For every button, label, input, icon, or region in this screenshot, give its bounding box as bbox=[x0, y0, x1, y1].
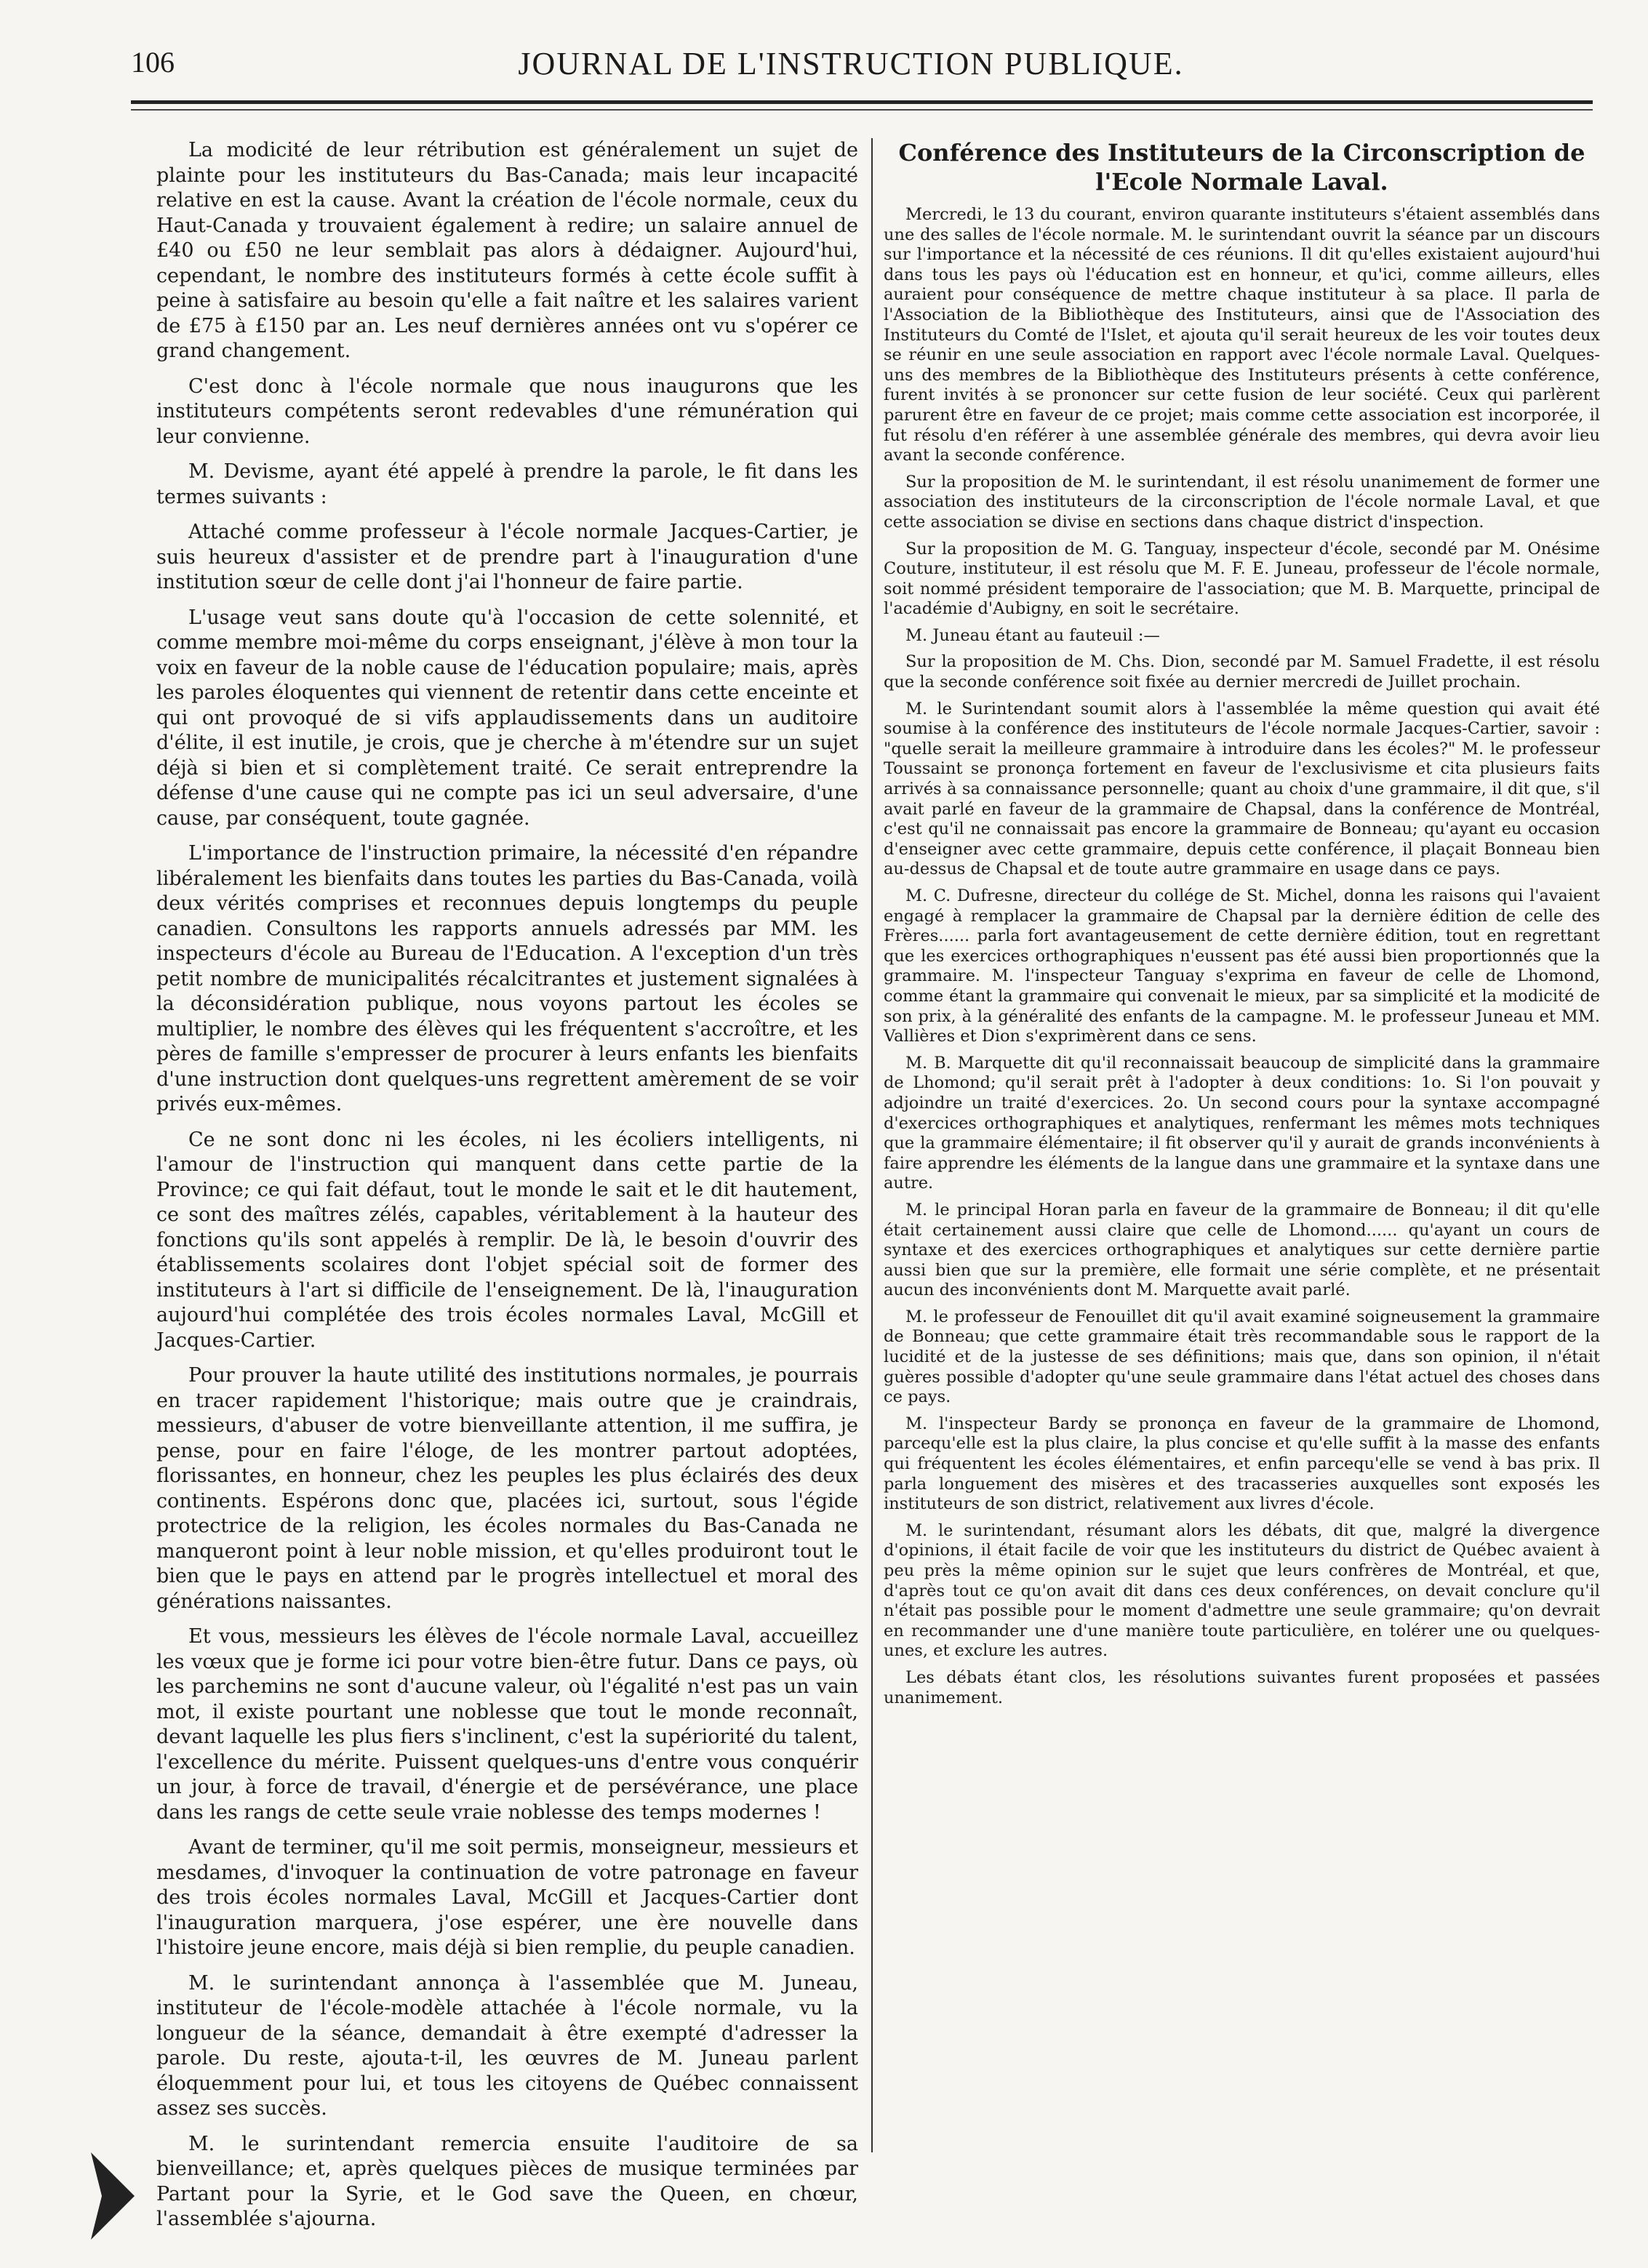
header-rule-thin bbox=[131, 109, 1593, 111]
right-paragraph-12: M. le surintendant, résumant alors les débats, dit que, malgré la divergence d'opinions, il était facile de voir que les instituteurs du district de Québec avaient à peu près la même opinion sur le sujet que leurs confrères de Montréal, et que, d'après tout ce qu'on avait dit dans ces deux conférences, on devait conclure qu'il n'était pas possible pour le moment d'admettre une seule grammaire; qu'on devrait en recommander une d'une manière toute particulière, en tolérer une ou quelques-unes, et exclure les autres. bbox=[884, 1520, 1600, 1661]
right-paragraph-9: M. le principal Horan parla en faveur de la grammaire de Bonneau; il dit qu'elle était certainement aussi claire que celle de Lhomond...... qu'ayant un cours de syntaxe et des exercices orthographiques et analytiques sur cette dernière partie aussi bien que sur la première, elle formait une série complète, et ne présentait aucun des inconvénients dont M. Marquette avait parlé. bbox=[884, 1200, 1600, 1300]
left-paragraph-1: La modicité de leur rétribution est généralement un sujet de plainte pour les instituteurs du Bas-Canada; mais leur incapacité relative en est la cause. Avant la création de l'école normale, ceux du Haut-Canada y trouvaient également à redire; un salaire annuel de £40 ou £50 ne leur semblait pas alors à dédaigner. Aujourd'hui, cependant, le nombre des instituteurs formés à cette école suffit à peine à satisfaire au besoin qu'elle a fait naître et les salaires varient de £75 à £150 par an. Les neuf dernières années ont vu s'opérer ce grand changement. bbox=[156, 139, 858, 362]
left-paragraph-8: Pour prouver la haute utilité des institutions normales, je pourrais en tracer rapidement l'historique; mais outre que je craindrais, messieurs, d'abuser de votre bienveillante attention, il me suffira, je pense, pour en faire l'éloge, de les montrer partout adoptées, florissantes, en honneur, chez les peuples les plus éclairés des deux continents. Espérons donc que, placées ici, surtout, sous l'égide protectrice de la religion, les écoles normales du Bas-Canada ne manqueront point à leur noble mission, et qu'elles produiront tout le bien que le pays en attend par le progrès intellectuel et moral des générations naissantes. bbox=[156, 1364, 858, 1613]
left-paragraph-11: M. le surintendant annonça à l'assemblée que M. Juneau, instituteur de l'école-modèle attachée à l'école normale, vu la longueur de la séance, demandait à être exempté d'adresser la parole. Du reste, ajouta-t-il, les œuvres de M. Juneau parlent éloquemment pour lui, et tous les citoyens de Québec connaissent assez ses succès. bbox=[156, 1971, 858, 2120]
right-paragraph-7: M. C. Dufresne, directeur du collége de St. Michel, donna les raisons qui l'avaient engagé à remplacer la grammaire de Chapsal par la dernière édition de celle des Frères...... parla fort avantageusement de cette dernière édition, tout en regrettant que les exercices orthographiques n'eussent pas été aussi bien proportionnés que la grammaire. M. l'inspecteur Tanguay s'exprima en faveur de celle de Lhomond, comme étant la grammaire qui convenait le mieux, par sa simplicité et la modicité de son prix, à la généralité des enfants de la campagne. M. le professeur Juneau et MM. Vallières et Dion s'exprimèrent dans ce sens. bbox=[884, 886, 1600, 1046]
left-paragraph-3: M. Devisme, ayant été appelé à prendre la parole, le fit dans les termes suivants : bbox=[156, 460, 858, 508]
right-paragraph-4: M. Juneau étant au fauteuil :— bbox=[905, 625, 1160, 645]
left-paragraph-9: Et vous, messieurs les élèves de l'école normale Laval, accueillez les vœux que je forme ici pour votre bien-être futur. Dans ce pays, où les parchemins ne sont d'aucune valeur, où l'égalité n'est pas un vain mot, il existe pourtant une noblesse que tout le monde reconnaît, devant laquelle les plus fiers s'inclinent, c'est la supériorité du talent, l'excellence du mérite. Puissent quelques-uns d'entre vous conquérir un jour, à force de travail, d'énergie et de persévérance, une place dans les rangs de cette seule vraie noblesse des temps modernes ! bbox=[156, 1625, 858, 1824]
left-paragraph-5: L'usage veut sans doute qu'à l'occasion de cette solennité, et comme membre moi-même du corps enseignant, j'élève à mon tour la voix en faveur de la noble cause de l'éducation populaire; mais, après les paroles éloquentes qui viennent de retentir dans cette enceinte et qui ont provoqué de si vifs applaudissements dans un auditoire d'élite, il est inutile, je crois, que je cherche à m'étendre sur un sujet déjà si bien et si complètement traité. Ce serait entreprendre la défense d'une cause qui ne compte pas ici un seul adversaire, d'une cause, par conséquent, toute gagnée. bbox=[156, 606, 858, 830]
header-rule-thick bbox=[131, 100, 1593, 104]
left-paragraph-6: L'importance de l'instruction primaire, la nécessité d'en répandre libéralement les bienfaits dans toutes les parties du Bas-Canada, voilà deux vérités comprises et reconnues depuis longtemps du peuple canadien. Consultons les rapports annuels adressés par MM. les inspecteurs d'école au Bureau de l'Education. A l'exception d'un très petit nombre de municipalités récalcitrantes et justement signalées à la déconsidération publique, nous voyons partout les écoles se multiplier, le nombre des élèves qui les fréquentent s'accroître, et les pères de famille s'empresser de procurer à leurs enfants les bienfaits d'une instruction dont quelques-uns regrettent amèrement de se voir privés eux-mêmes. bbox=[156, 842, 858, 1115]
page-number: 106 bbox=[131, 46, 175, 79]
right-paragraph-5: Sur la proposition de M. Chs. Dion, secondé par M. Samuel Fradette, il est résolu que la seconde conférence soit fixée au dernier mercredi de Juillet prochain. bbox=[884, 652, 1600, 692]
right-paragraph-8: M. B. Marquette dit qu'il reconnaissait beaucoup de simplicité dans la grammaire de Lhomond; qu'il serait prêt à l'adopter à deux conditions: 1o. Si l'on pouvait y adjoindre un traité d'exercices. 2o. Un second cours pour la syntaxe accompagné d'exercices orthographiques et analytiques, renfermant les mêmes mots techniques que la grammaire élémentaire; il fit observer qu'il y aurait de grands inconvénients à faire apprendre les éléments de la langue dans une grammaire et la syntaxe dans une autre. bbox=[884, 1053, 1600, 1193]
left-paragraph-2: C'est donc à l'école normale que nous inaugurons que les instituteurs compétents seront redevables d'une rémunération qui leur convienne. bbox=[156, 374, 858, 448]
right-paragraph-6: M. le Surintendant soumit alors à l'assemblée la même question qui avait été soumise à la conférence des instituteurs de l'école normale Jacques-Cartier, savoir : "quelle serait la meilleure grammaire à introduire dans les écoles?" M. le professeur Toussaint se prononça fortement en faveur de l'exclusivisme et cita plusieurs faits arrivés à sa connaissance personnelle; quant au choix d'une grammaire, il dit que, s'il avait parlé en faveur de la grammaire de Chapsal, dans la conférence de Montréal, c'est qu'il ne connaissait pas encore la grammaire de Bonneau; qu'ayant eu occasion d'enseigner avec cette grammaire, depuis cette conférence, il plaçait Bonneau bien au-dessus de Chapsal et de toute autre grammaire en usage dans ce pays. bbox=[884, 699, 1600, 879]
right-paragraph-11: M. l'inspecteur Bardy se prononça en faveur de la grammaire de Lhomond, parcequ'elle est la plus claire, la plus concise et qu'elle suffit à la masse des enfants qui fréquentent les écoles élémentaires, et enfin parcequ'elle se vend à bas prix. Il parla longuement des misères et des tracasseries auxquelles sont exposés les instituteurs de son district, relativement aux livres d'école. bbox=[884, 1414, 1600, 1514]
column-divider bbox=[871, 138, 873, 2152]
left-paragraph-4: Attaché comme professeur à l'école normale Jacques-Cartier, je suis heureux d'assister et de prendre part à l'inauguration d'une institution sœur de celle dont j'ai l'honneur de faire partie. bbox=[156, 521, 858, 593]
left-column bbox=[156, 138, 858, 2230]
left-paragraph-7: Ce ne sont donc ni les écoles, ni les écoliers intelligents, ni l'amour de l'instruction qui manquent dans cette partie de la Province; ce qui fait défaut, tout le monde le sait et le dit hautement, ce sont des maîtres zélés, capables, véritablement à la hauteur des fonctions qu'ils sont appelés à remplir. De là, le besoin d'ouvrir des établissements scolaires dont l'objet spécial soit de former des instituteurs à l'art si difficile de l'enseignement. De là, l'inauguration aujourd'hui complétée des trois écoles normales Laval, McGill et Jacques-Cartier. bbox=[156, 1128, 858, 1352]
right-paragraph-1: Mercredi, le 13 du courant, environ quarante instituteurs s'étaient assemblés dans une des salles de l'école normale. M. le surintendant ouvrit la séance par un discours sur l'importance et la nécessité de ces réunions. Il dit qu'elles existaient aujourd'hui dans tous les pays où l'éducation est en honneur, et qu'ici, comme ailleurs, elles auraient pour conséquence de mettre chaque instituteur à sa place. Il parla de l'Association de la Bibliothèque des Instituteurs, ainsi que de l'Association des Instituteurs du Comté de l'Islet, et ajouta qu'il serait heureux de les voir toutes deux se réunir en une seule association en rapport avec l'école normale Laval. Quelques-uns des membres de la Bibliothèque des Instituteurs présents à cette conférence, furent invités à se prononcer sur cette fusion de leur société. Ceux qui parlèrent parurent être en faveur de ce projet; mais comme cette association est incorporée, il fut résolu d'en référer à une assemblée générale des membres, qui devra avoir lieu avant la seconde conférence. bbox=[884, 205, 1600, 465]
right-column bbox=[884, 138, 1600, 2145]
right-paragraph-2: Sur la proposition de M. le surintendant, il est résolu unanimement de former une association des instituteurs de la circonscription de l'école normale Laval, et que cette association se divise en sections dans chaque district d'inspection. bbox=[884, 472, 1600, 532]
page-header bbox=[131, 42, 1571, 93]
right-paragraph-13: Les débats étant clos, les résolutions suivantes furent proposées et passées unanimement. bbox=[884, 1667, 1600, 1707]
right-paragraph-3: Sur la proposition de M. G. Tanguay, inspecteur d'école, secondé par M. Onésime Couture, instituteur, il est résolu que M. F. E. Juneau, professeur de l'école normale, soit nommé président temporaire de l'association; que M. B. Marquette, principal de l'académie d'Aubigny, en soit le secrétaire. bbox=[884, 539, 1600, 619]
left-paragraph-10: Avant de terminer, qu'il me soit permis, monseigneur, messieurs et mesdames, d'invoquer la continuation de votre patronage en faveur des trois écoles normales Laval, McGill et Jacques-Cartier dont l'inauguration marquera, j'ose espérer, une ère nouvelle dans l'histoire jeune encore, mais déjà si bien remplie, du peuple canadien. bbox=[156, 1836, 858, 1959]
corner-arrow-icon bbox=[87, 2152, 138, 2240]
left-paragraph-12: M. le surintendant remercia ensuite l'auditoire de sa bienveillance; et, après quelques pièces de musique terminées par Partant pour la Syrie, et le God save the Queen, en chœur, l'assemblée s'ajourna. bbox=[156, 2132, 858, 2230]
journal-title: JOURNAL DE L'INSTRUCTION PUBLIQUE. bbox=[518, 46, 1184, 81]
article-heading: Conférence des Instituteurs de la Circonscription de l'Ecole Normale Laval. bbox=[898, 139, 1585, 196]
right-paragraph-10: M. le professeur de Fenouillet dit qu'il avait examiné soigneusement la grammaire de Bonneau; que cette grammaire était très recommandable sous le rapport de la lucidité et de la justesse de ses définitions; mais que, dans son opinion, il n'était guères possible d'adopter qu'une seule grammaire dans l'état actuel des choses dans ce pays. bbox=[884, 1307, 1600, 1407]
